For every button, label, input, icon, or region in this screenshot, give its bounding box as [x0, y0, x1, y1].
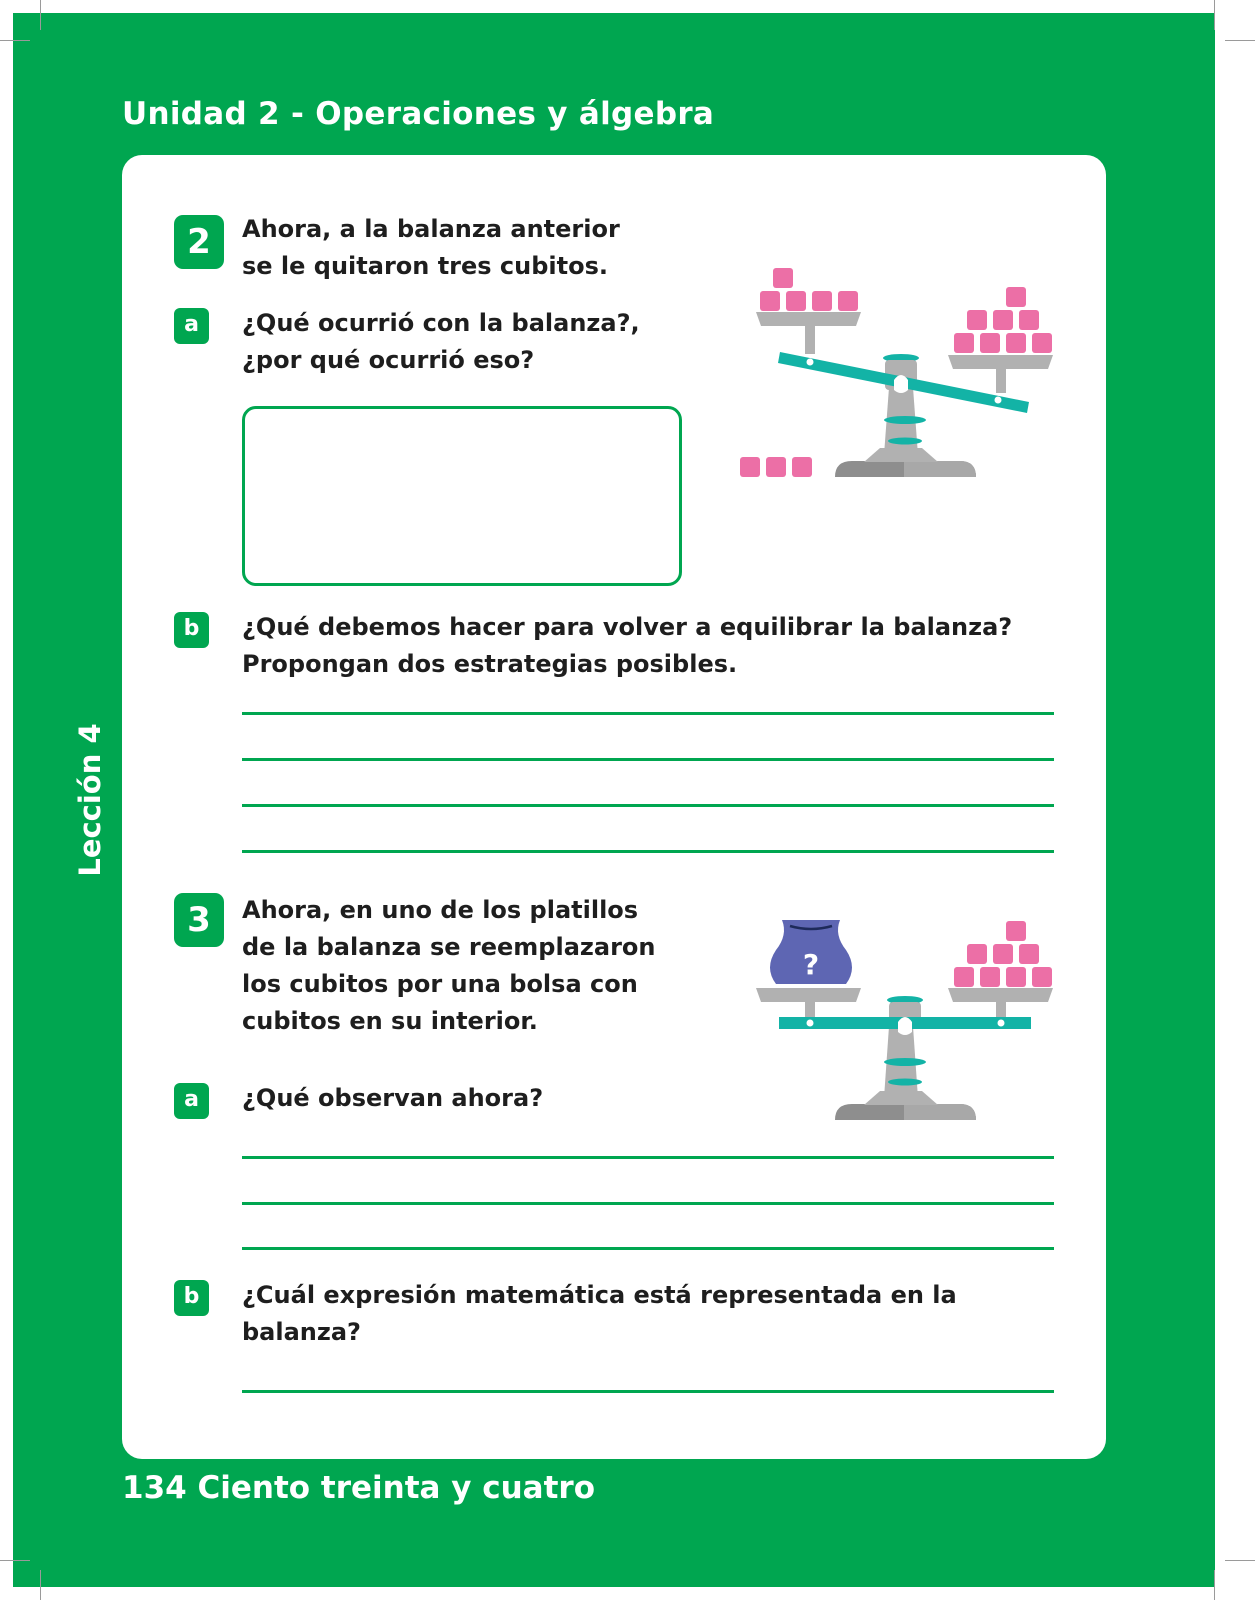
- activity-3-intro-line: Ahora, en uno de los platillos: [242, 896, 639, 924]
- activity-3-intro: [242, 892, 655, 1040]
- activity-3-number-badge: 3: [174, 893, 224, 947]
- answer-line-3b[interactable]: [242, 1390, 1054, 1393]
- activity-3-intro-line: los cubitos por una bolsa con: [242, 970, 638, 998]
- beam-dot: [807, 359, 814, 366]
- page-number: 134 Ciento treinta y cuatro: [122, 1470, 596, 1506]
- lesson-label: Lección 4: [73, 723, 107, 877]
- bag-question-mark: ?: [802, 948, 820, 981]
- answer-line-2b[interactable]: [242, 758, 1054, 761]
- cube: [812, 291, 832, 311]
- removed-cube: [766, 457, 786, 477]
- activity-2-intro-line: Ahora, a la balanza anterior: [242, 215, 620, 243]
- cube: [1019, 310, 1039, 330]
- cube: [773, 268, 793, 288]
- question-3a-badge: a: [174, 1083, 209, 1119]
- beam-dot: [998, 1020, 1005, 1027]
- answer-box-2a[interactable]: [242, 406, 682, 586]
- cube: [760, 291, 780, 311]
- cube: [838, 291, 858, 311]
- question-2b-line: ¿Qué debemos hacer para volver a equilibrar la balanza?: [242, 613, 1013, 641]
- cube: [980, 967, 1000, 987]
- crop-mark: [0, 40, 30, 41]
- scale-ring: [888, 438, 922, 445]
- cube: [993, 944, 1013, 964]
- answer-line-3a[interactable]: [242, 1156, 1054, 1159]
- question-3b-badge: b: [174, 1280, 209, 1316]
- beam-dot: [995, 397, 1002, 404]
- cube: [1006, 333, 1026, 353]
- right-pan: [948, 988, 1053, 1002]
- question-2a-line: ¿por qué ocurrió eso?: [242, 346, 535, 374]
- cube: [1006, 921, 1026, 941]
- left-pan: [756, 988, 861, 1002]
- question-2a-badge: a: [174, 308, 209, 344]
- crop-mark: [1214, 0, 1215, 30]
- activity-3-intro-line: cubitos en su interior.: [242, 1007, 538, 1035]
- cube: [967, 310, 987, 330]
- left-pan-stem: [805, 326, 815, 354]
- beam-dot: [807, 1020, 814, 1027]
- answer-line-3a[interactable]: [242, 1202, 1054, 1205]
- balanced-scale-illustration: [736, 912, 1056, 1122]
- right-pan: [948, 355, 1053, 369]
- activity-2-intro: [242, 211, 620, 285]
- scale-ring: [888, 1079, 922, 1086]
- scale-foot: [864, 1091, 938, 1105]
- cube: [786, 291, 806, 311]
- activity-2-number-badge: 2: [174, 215, 224, 269]
- left-pan: [756, 312, 861, 326]
- pivot-pin: [894, 375, 908, 393]
- answer-line-3a[interactable]: [242, 1247, 1054, 1250]
- question-2a-line: ¿Qué ocurrió con la balanza?,: [242, 309, 640, 337]
- removed-cube: [792, 457, 812, 477]
- activity-2-intro-line: se le quitaron tres cubitos.: [242, 252, 609, 280]
- unit-title: Unidad 2 - Operaciones y álgebra: [122, 96, 715, 132]
- question-2b-line: Propongan dos estrategias posibles.: [242, 650, 738, 678]
- removed-cube: [740, 457, 760, 477]
- crop-mark: [40, 0, 41, 30]
- scale-ring: [884, 1058, 926, 1066]
- scale-foot: [864, 448, 938, 462]
- answer-line-2b[interactable]: [242, 712, 1054, 715]
- crop-mark: [1225, 1560, 1255, 1561]
- cube: [993, 310, 1013, 330]
- cube: [967, 944, 987, 964]
- activity-3-intro-line: de la balanza se reemplazaron: [242, 933, 656, 961]
- cube: [1032, 333, 1052, 353]
- scale-ring: [884, 416, 926, 424]
- scale-base-shade: [904, 1104, 976, 1120]
- question-3b-line: ¿Cuál expresión matemática está representada en la: [242, 1281, 957, 1309]
- question-2b-badge: b: [174, 612, 209, 648]
- question-3a-text: [242, 1080, 543, 1117]
- question-2b-text: [242, 609, 1012, 683]
- crop-mark: [40, 1570, 41, 1600]
- crop-mark: [1225, 40, 1255, 41]
- question-3b-line: balanza?: [242, 1318, 361, 1346]
- scale-base-shade: [904, 461, 976, 477]
- cube: [954, 333, 974, 353]
- cube: [954, 967, 974, 987]
- answer-line-2b[interactable]: [242, 804, 1054, 807]
- cube: [980, 333, 1000, 353]
- cube: [1006, 287, 1026, 307]
- crop-mark: [1214, 1570, 1215, 1600]
- right-pan-stem: [996, 369, 1006, 393]
- question-2a-text: [242, 305, 640, 379]
- question-3a-line: ¿Qué observan ahora?: [242, 1084, 544, 1112]
- tilted-scale-illustration: [736, 262, 1056, 482]
- cube: [1006, 967, 1026, 987]
- pivot-pin: [898, 1017, 912, 1035]
- answer-line-2b[interactable]: [242, 850, 1054, 853]
- question-3b-text: [242, 1277, 957, 1351]
- cube: [1019, 944, 1039, 964]
- crop-mark: [0, 1560, 30, 1561]
- cube: [1032, 967, 1052, 987]
